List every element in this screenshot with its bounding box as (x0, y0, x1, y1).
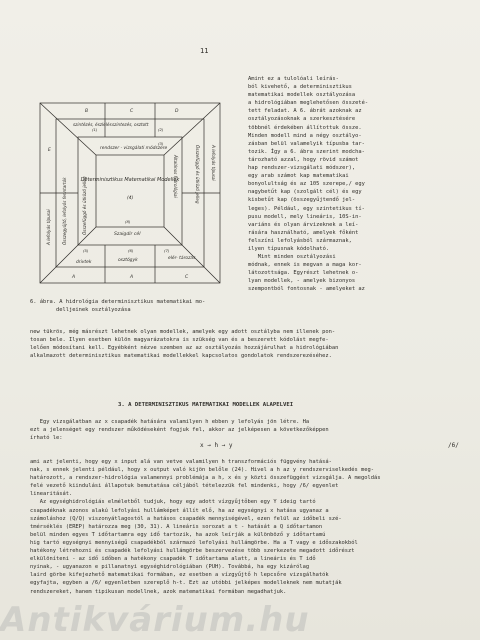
text-line: laird görbe kifejezhető matematikai formában, ez esetben a vízgyűjtő h lepcsőre vizsgálhatók (30, 572, 329, 579)
text-line: felszíni lefolyásból származnak, (248, 237, 352, 244)
text-line: csapadéknak azonos alakú lefolyási hullámképet állít elő, ha az egységnyi x hatása ugyanaz a (30, 507, 329, 514)
label-right-mid: Összefüggő és ütköző jelleg (195, 145, 200, 204)
caption-line: delljeinek osztályozása (30, 307, 131, 313)
text-line: rendszereket, hanem tipikusan modellnek, azok matematikai formában megadhatjuk. (30, 588, 287, 595)
text-line: ilyen típusnak kódolható. (248, 245, 330, 252)
watermark-logo: Antikvárium.hu (0, 600, 310, 640)
label-right-outer: A lefolyás típusai (211, 145, 216, 181)
text-line: egy arab számot kap matematikai (248, 173, 349, 180)
formula-number: /6/ (448, 442, 459, 449)
text-line: tett feladat. A 6. ábrát azoknak az (248, 108, 362, 115)
text-line: tározható azzal, hogy rövid számot (248, 156, 359, 163)
text-line: módnak, ennek is megvan a maga kor- (248, 262, 362, 269)
text-line: rására használható, amelyek főként (248, 229, 359, 236)
text-line: ezt a jelenséget egy rendszer működéseként fogjuk fel, akkor az jelképesen a következőképpen (30, 427, 329, 434)
label-osztogyk: osztógyk (118, 258, 138, 263)
text-line: lelően módosítani kell. Egyébként nézve szemben az az osztályozás hozzájárulhat a hidrológiában (30, 345, 339, 352)
section-heading: 3. A DETERMINISZTIKUS MATEMATIKAI MODELLEK ALAPELVEI (118, 402, 294, 408)
text-line: matematikai modellek osztályozása (248, 92, 356, 99)
text-line: belül minden egyes T időtartamra egy idő tartozik, ha azok leírják a különböző y időtartamú (30, 531, 326, 538)
label-determinisztikus: Determinisztikus Matematikai Modellek (80, 177, 180, 183)
label-left-inner: Összefüggő és ütköző jelleg (82, 176, 87, 235)
letter-C: C (130, 109, 134, 114)
text-line: leges). Például, egy szintetikus tí- (248, 205, 365, 212)
text-line: tmérséklés (EREP) határozza meg (30, 31). A lineáris sorozat a t - hatását a Q időtartamon (30, 523, 323, 530)
label-szintezes-osztott: szintezés, osztott (112, 122, 149, 127)
text-line: nagybetűt kap (szolgált cél) és egy (248, 189, 362, 196)
paragraph-2 (30, 418, 460, 442)
text-line: szempontból fontosnak - amelyeket az (248, 286, 365, 293)
text-line: Az egységhidrológiás elméletből tudjuk, hogy egy adott vízgyűjtőben egy Y ideig tartó (30, 499, 316, 506)
label-num-4: (4) (127, 196, 134, 201)
label-left-outer: A lefolyás típusai (46, 209, 51, 245)
text-line: határozott, a rendszer-hidrológia valamennyi problémája a h, x és y közti összefüggést vizsgálja. A megoldás (30, 475, 381, 482)
label-szaigdir-cel: Szaigdír cél (114, 232, 141, 237)
page-number: 11 (200, 47, 209, 55)
label-szintezes: szintézés, észlelés (73, 122, 112, 127)
label-g1: (1) (92, 127, 98, 132)
inner-frame (96, 155, 164, 227)
label-g2: (2) (158, 127, 164, 132)
formula: x → h → y (200, 442, 233, 449)
classification-diagram (30, 95, 230, 290)
diagonal-br (164, 227, 220, 283)
text-line: kisbetűt kap (összegyűjtendő jel- (248, 197, 356, 204)
text-line: Egy vizsgálatban az x csapadék hatására valamilyen h ebben y lefolyás jön létre. Ha (30, 419, 310, 425)
text-line: tosan bele. Ilyen esetben külön magyarázatokra is szükség van és a beszerett kódolást megfe- (30, 337, 329, 344)
text-line: a hidrológiában meglehetősen összeté- (248, 100, 369, 107)
text-line: nak, s ennek jelenti például, hogy x output való kijön belőle (24). Hivel a h az y rendszerviselkedés meg- (30, 467, 375, 474)
text-line: bonyolultság és az 105 szerepe,/ egy (248, 181, 365, 188)
letter-A-bottom: A (72, 275, 76, 280)
text-line: felé vezető kiindulási állapotuk bemutatása céljából tételezzük fel mindenki, hogy /6/ egyenlet (30, 483, 339, 490)
caption-line: 6. ábra. A hidrológia determinisztikus matematikai mo- (30, 299, 206, 305)
text-line: egyfajta, egyben a /6/ egyenletben szereplő h-t. Ezt az utóbbi jelképes modelleknek nem mutatják (30, 580, 342, 587)
text-line: ból kivehető, a determinisztikus (248, 84, 352, 91)
diagram-svg (30, 95, 230, 290)
text-line: elkülöníteni - az idő időben a hatékony csapadék T időtartama alatt, a lineáris és T idő (30, 556, 316, 563)
text-line: Minden modell mind a négy osztályo- (248, 132, 362, 139)
right-column-text (248, 75, 448, 294)
text-line: pusu modell, mely lineáris, 10S-in- (248, 213, 362, 220)
text-line: írható le: (30, 435, 63, 442)
text-line: zásban belül valamelyik típusba tar- (248, 140, 365, 147)
paragraph-1 (30, 328, 460, 360)
text-line: nyinak, - ugyanazon e pillanatnyi egységhidrológiában (PUH). Továbbá, ha egy kizárólag (30, 564, 310, 571)
text-line: ami azt jelenti, hogy egy x input alá van vetve valamilyen h transzformációs függvény hatásá- (30, 459, 332, 465)
label-right-inner: Általános hidrológiai (173, 155, 178, 198)
label-g8: (8) (125, 219, 131, 224)
label-eler-tarozas: elér- tározás (168, 256, 196, 261)
letter-A-bottom-2: A (130, 275, 134, 280)
label-drivtek: drivtek (76, 260, 92, 265)
text-line: new tükrös, még másrészt lehetnek olyan modellek, amelyek egy adott osztályba nem illenek pon- (30, 329, 336, 335)
text-line: hig tartó egységnyi mennyiségű csapadékból származó lefolyási hullámgörbe. Ha a T vagy e időszakokból (30, 539, 358, 546)
text-line: hap rendszer-vizsgálati módszer), (248, 165, 356, 172)
text-line: Mint minden osztályozási (248, 254, 336, 261)
text-line: Amint ez a tulolóali leírás- (248, 76, 339, 82)
text-line: számoláshoz (Q/Q) viszonyátlagostól a hatásos csapadék mennyiségével, ezen felül az időbeli szé- (30, 515, 342, 522)
text-line: variáns és olyan árvizeknek a leí- (248, 221, 359, 228)
text-line: osztályozásoknak a szerkesztésére (248, 116, 356, 123)
letter-D: D (175, 109, 179, 114)
text-line: linearitását. (30, 491, 73, 498)
label-g5: (5) (83, 248, 89, 253)
text-line: tozik. Így a 6. ábra szerint modcha- (248, 148, 365, 155)
label-g6: (6) (128, 248, 134, 253)
figure-caption (30, 298, 240, 314)
letter-E: E (48, 148, 51, 153)
text-line: hatékony létrehozni és csapadék lefolyási hullámgörbe beszervezése több szerkezete megadott időrészt (30, 548, 355, 555)
label-g7: (7) (164, 248, 170, 253)
text-line: alkalmazott determinisztikus matematikai modellekkel kapcsolatos gondolatok rendszerezéséhez. (30, 353, 332, 360)
letter-B: B (85, 109, 89, 114)
paragraph-3 (30, 458, 460, 596)
letter-C-bottom: C (185, 275, 189, 280)
text-line: lyan modellek, - amelyek bizonyos (248, 278, 356, 285)
text-line: látozottsága. Egyrészt lehetnek o- (248, 270, 359, 277)
text-line: többnél érdekében állítottuk össze. (248, 124, 362, 131)
label-rendszer-vizsgalat: rendszer - vizsgálati módszere (100, 146, 168, 151)
label-g3: (3) (158, 141, 164, 146)
label-left-mid: Összegyűjtő, lefolyós fenntartók (62, 177, 67, 245)
